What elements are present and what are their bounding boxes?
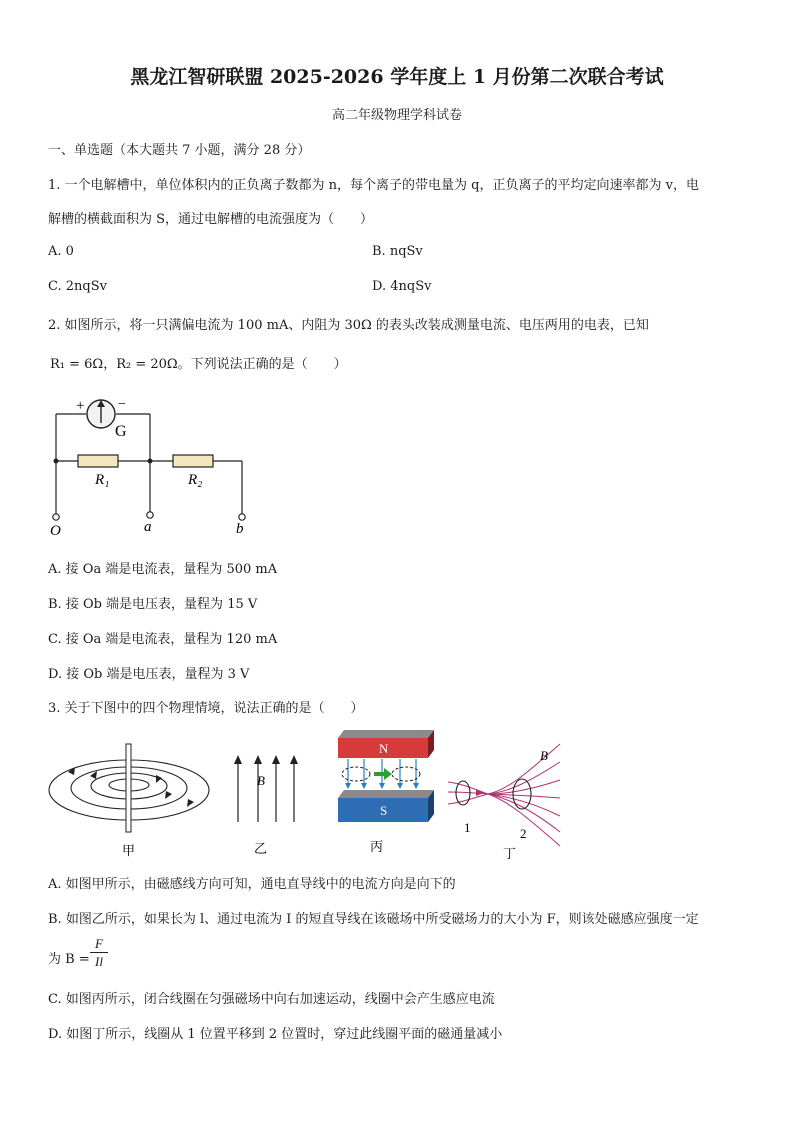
page-title: 黑龙江智研联盟 2025-2026 学年度上 1 月份第二次联合考试: [130, 66, 664, 88]
svg-text:−: −: [118, 397, 126, 412]
svg-text:丁: 丁: [503, 846, 517, 861]
svg-text:G: G: [115, 423, 127, 440]
q2-option-a: A. 接 Oa 端是电流表，量程为 500 mA: [48, 562, 278, 577]
q1-option-b: B. nqSv: [372, 244, 423, 259]
q2-option-d: D. 接 Ob 端是电压表，量程为 3 V: [48, 667, 250, 682]
q3-option-c: C. 如图丙所示，闭合线圈在匀强磁场中向右加速运动，线圈中会产生感应电流: [48, 992, 495, 1007]
page-subtitle: 高二年级物理学科试卷: [331, 108, 462, 123]
q1-option-c: C. 2nqSv: [48, 279, 107, 294]
q2-option-b: B. 接 Ob 端是电压表，量程为 15 V: [48, 597, 258, 612]
svg-text:a: a: [144, 519, 152, 535]
svg-text:1: 1: [464, 820, 471, 835]
svg-text:N: N: [379, 741, 389, 756]
svg-text:B: B: [257, 773, 265, 788]
svg-text:乙: 乙: [254, 841, 268, 856]
circuit-diagram: [40, 390, 260, 540]
q3-option-b-line1: B. 如图乙所示，如果长为 l、通过电流为 I 的短直导线在该磁场中所受磁场力的大小为 F，则该处磁感应强度一定: [48, 912, 699, 927]
q1-option-d: D. 4nqSv: [372, 279, 432, 294]
fraction-denominator: Il: [95, 954, 103, 969]
terminal-b: [239, 514, 245, 520]
q1-stem-line1: 1. 一个电解槽中，单位体积内的正负离子数都为 n，每个离子的带电量为 q，正负离子的平均定向速率都为 v，电: [48, 178, 699, 193]
figure-bing: [334, 728, 434, 856]
q3-option-d: D. 如图丁所示，线圈从 1 位置平移到 2 位置时，穿过此线圈平面的磁通量减小: [48, 1027, 503, 1042]
q2-option-c: C. 接 Oa 端是电流表，量程为 120 mA: [48, 632, 278, 647]
figure-yi: [228, 752, 302, 858]
svg-text:甲: 甲: [122, 843, 136, 858]
svg-text:O: O: [50, 523, 61, 539]
q1-option-a: A. 0: [48, 244, 74, 259]
q3-option-b-line2: 为 B =: [48, 952, 90, 967]
svg-text:S: S: [380, 803, 388, 818]
figure-ding: [448, 742, 564, 864]
resistor-r1: [78, 455, 118, 467]
q2-stem-line1: 2. 如图所示，将一只满偏电流为 100 mA、内阻为 30Ω 的表头改装成测量电流、电压两用的电表，已知: [48, 318, 649, 333]
svg-text:丙: 丙: [370, 839, 384, 854]
terminal-a: [147, 512, 153, 518]
section-heading: 一、单选题（本大题共 7 小题，满分 28 分）: [48, 143, 311, 158]
q3-fraction: [90, 936, 108, 969]
q2-stem-line2: R₁ = 6Ω，R₂ = 20Ω。下列说法正确的是（ ）: [50, 357, 347, 372]
svg-text:R₁: R₁: [95, 472, 110, 488]
svg-text:2: 2: [520, 826, 527, 841]
svg-text:R₂: R₂: [188, 472, 203, 488]
svg-text:+: +: [76, 398, 85, 414]
resistor-r2: [173, 455, 213, 467]
q3-stem: 3. 关于下图中的四个物理情境，说法正确的是（ ）: [48, 701, 364, 716]
q1-stem-line2: 解槽的横截面积为 S，通过电解槽的电流强度为（ ）: [48, 212, 374, 227]
svg-text:b: b: [236, 521, 244, 537]
svg-text:B: B: [540, 748, 548, 763]
q3-option-a: A. 如图甲所示，由磁感线方向可知，通电直导线中的电流方向是向下的: [48, 877, 456, 892]
figure-jia: [44, 742, 216, 860]
terminal-o: [53, 514, 59, 520]
fraction-numerator: F: [95, 936, 103, 951]
